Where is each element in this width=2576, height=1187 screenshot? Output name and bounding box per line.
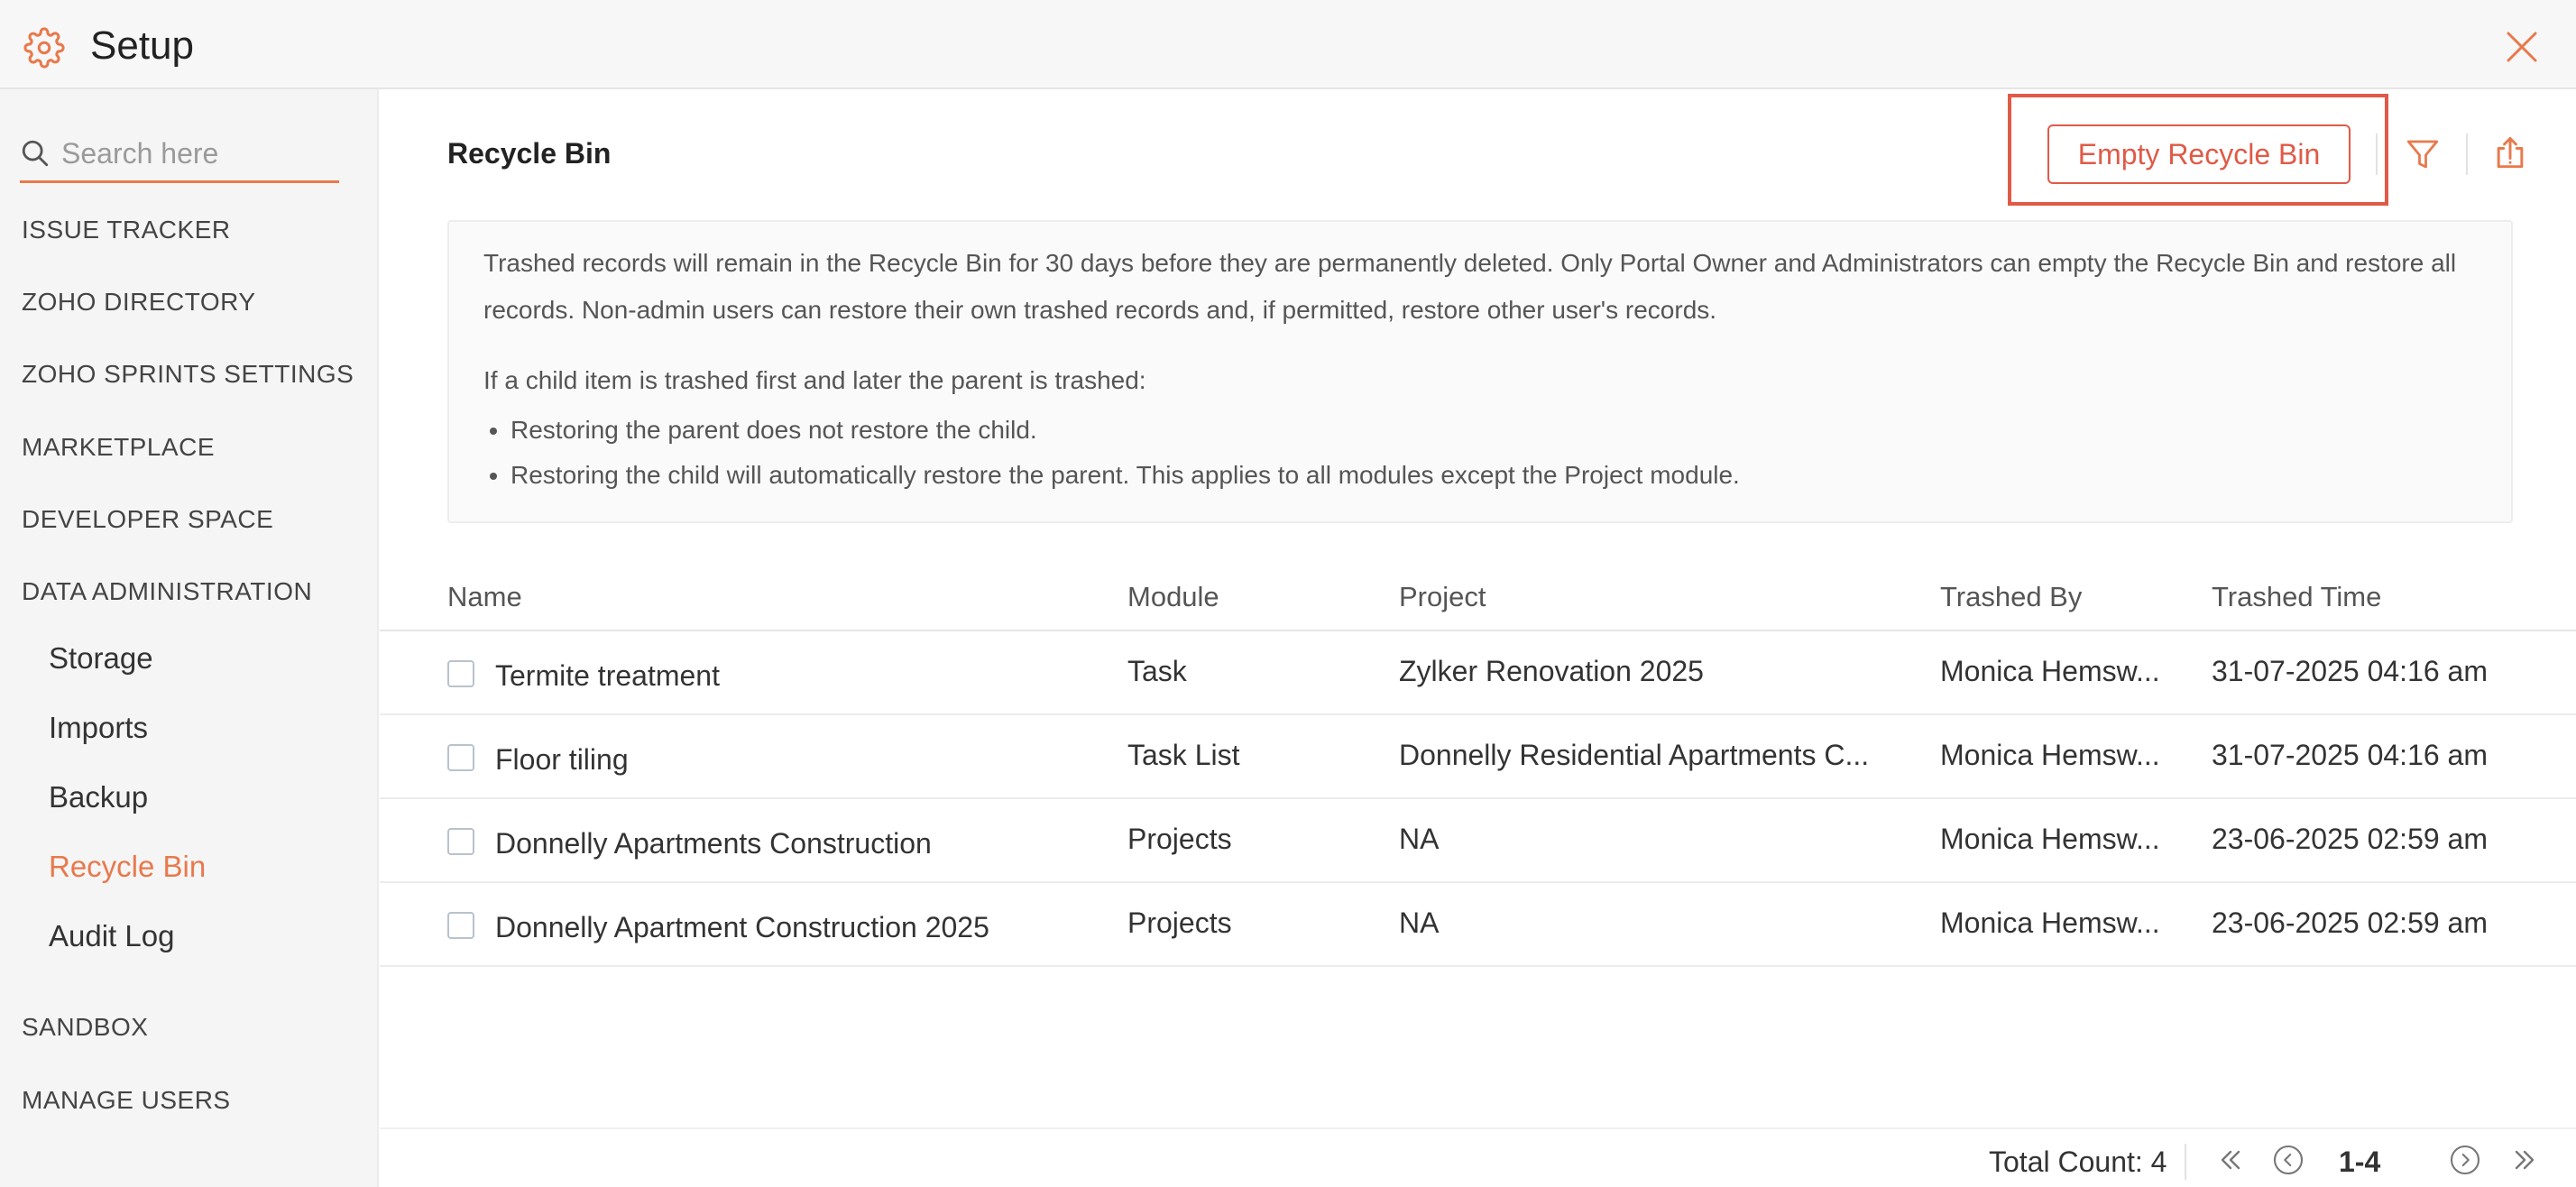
sidebar-section-zoho-directory[interactable]: ZOHO DIRECTORY (22, 288, 256, 316)
column-header-module[interactable]: Module (1127, 581, 1219, 612)
cell-trashed-time: 31-07-2025 04:16 am (2212, 655, 2488, 687)
filter-icon[interactable] (2404, 135, 2442, 173)
sidebar (0, 89, 379, 1187)
row-checkbox[interactable] (447, 828, 474, 855)
sidebar-section-sandbox[interactable]: SANDBOX (22, 1013, 149, 1041)
setup-header (0, 0, 2576, 89)
cell-name[interactable]: Floor tiling (495, 743, 629, 776)
export-icon[interactable] (2490, 133, 2530, 173)
previous-page-icon[interactable] (2272, 1144, 2305, 1176)
column-header-trashed-time[interactable]: Trashed Time (2212, 581, 2382, 612)
column-header-project[interactable]: Project (1399, 581, 1486, 612)
table-row[interactable] (380, 799, 2576, 883)
cell-trashed-by: Monica Hemsw... (1940, 823, 2160, 855)
row-checkbox[interactable] (447, 660, 474, 687)
sidebar-item-backup[interactable]: Backup (49, 780, 149, 814)
info-paragraph: Trashed records will remain in the Recycle Bin for 30 days before they are permanently deleted. Only Portal Owner and Administrators can empty the Recycle Bin and restore all records. Non-admin users can restore their own trashed records and, if permitted, restore other user's records. (483, 249, 2457, 324)
info-paragraph: If a child item is trashed first and later the parent is trashed: (483, 366, 1146, 394)
close-icon[interactable] (2504, 29, 2540, 65)
row-checkbox[interactable] (447, 744, 474, 771)
divider (2466, 133, 2468, 175)
sidebar-section-marketplace[interactable]: MARKETPLACE (22, 433, 215, 461)
cell-module: Projects (1127, 823, 1232, 855)
cell-project: NA (1399, 823, 1440, 855)
cell-name[interactable]: Donnelly Apartments Construction (495, 827, 932, 860)
sidebar-section-manage-users[interactable]: MANAGE USERS (22, 1086, 231, 1114)
table-row[interactable] (380, 631, 2576, 715)
table-row[interactable] (380, 715, 2576, 799)
first-page-icon[interactable] (2214, 1144, 2247, 1176)
info-bullet: • Restoring the parent does not restore the child. (511, 408, 2477, 453)
page-range: 1-4 (2339, 1146, 2381, 1178)
cell-trashed-by: Monica Hemsw... (1940, 655, 2160, 687)
column-header-trashed-by[interactable]: Trashed By (1940, 581, 2083, 612)
info-bullets (511, 408, 2477, 498)
sidebar-item-recycle-bin[interactable]: Recycle Bin (49, 850, 207, 883)
cell-trashed-by: Monica Hemsw... (1940, 906, 2160, 939)
info-box (447, 220, 2513, 523)
row-checkbox[interactable] (447, 912, 474, 939)
cell-project: Donnelly Residential Apartments C... (1399, 739, 1870, 771)
cell-trashed-time: 31-07-2025 04:16 am (2212, 739, 2488, 771)
cell-module: Task (1127, 655, 1187, 687)
sidebar-item-audit-log[interactable]: Audit Log (49, 919, 175, 952)
column-header-name[interactable]: Name (447, 581, 522, 612)
recycle-bin-title: Recycle Bin (447, 137, 612, 170)
search-box (20, 125, 339, 183)
cell-trashed-time: 23-06-2025 02:59 am (2212, 906, 2488, 939)
gear-icon (23, 27, 65, 69)
sidebar-item-imports[interactable]: Imports (49, 711, 149, 744)
cell-project: Zylker Renovation 2025 (1399, 655, 1704, 687)
next-page-icon[interactable] (2449, 1144, 2481, 1176)
search-icon (20, 138, 51, 169)
cell-project: NA (1399, 906, 1440, 939)
sidebar-section-data-administration[interactable]: DATA ADMINISTRATION (22, 577, 313, 605)
cell-module: Projects (1127, 906, 1232, 939)
sidebar-section-zoho-sprints-settings[interactable]: ZOHO SPRINTS SETTINGS (22, 360, 354, 388)
page-title: Setup (90, 23, 194, 68)
pagination-bar (380, 1127, 2576, 1187)
cell-module: Task List (1127, 739, 1240, 771)
search-input[interactable] (61, 131, 332, 176)
total-count: Total Count: 4 (1989, 1146, 2167, 1178)
cell-trashed-time: 23-06-2025 02:59 am (2212, 823, 2488, 855)
table-header (380, 566, 2576, 631)
sidebar-item-storage[interactable]: Storage (49, 641, 153, 675)
main-content (380, 90, 2576, 1187)
table-row[interactable] (380, 883, 2576, 967)
last-page-icon[interactable] (2508, 1144, 2541, 1176)
empty-recycle-bin-button[interactable]: Empty Recycle Bin (2047, 124, 2351, 184)
divider (2185, 1144, 2186, 1180)
cell-name[interactable]: Termite treatment (495, 659, 720, 692)
divider (2376, 133, 2378, 175)
sidebar-section-issue-tracker[interactable]: ISSUE TRACKER (22, 216, 231, 244)
cell-name[interactable]: Donnelly Apartment Construction 2025 (495, 911, 989, 943)
cell-trashed-by: Monica Hemsw... (1940, 739, 2160, 771)
sidebar-section-developer-space[interactable]: DEVELOPER SPACE (22, 505, 274, 533)
info-bullet: • Restoring the child will automatically restore the parent. This applies to all modules except the Project module. (511, 453, 2477, 498)
